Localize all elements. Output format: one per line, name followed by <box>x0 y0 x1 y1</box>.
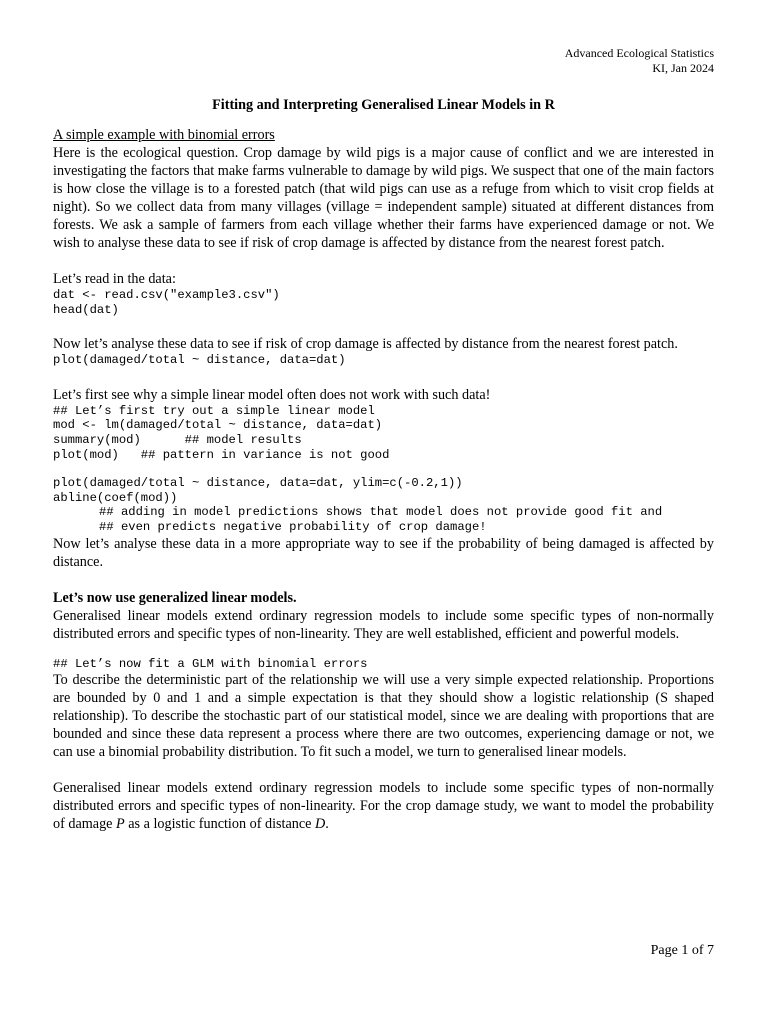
document-body <box>53 96 714 833</box>
section-heading-glm: Let’s now use generalized linear models. <box>53 589 297 606</box>
header-date: KI, Jan 2024 <box>652 61 714 75</box>
glm-text-part1: Generalised linear models extend ordinary regression models to include some specific types of non-normally distributed errors and specific types of non-linearity. For the crop damage study, we want to model the probability of damage <box>53 780 714 833</box>
variable-p: P <box>116 816 125 833</box>
paragraph-glm-intro: Generalised linear models extend ordinary regression models to include some specific types of non-normally distributed errors and specific types of non-linearity. They are well established, efficient and powerful models. <box>53 607 714 642</box>
analyse-intro: Now let’s analyse these data to see if risk of crop damage is affected by distance from the nearest forest patch. <box>53 336 678 353</box>
paragraph-glm-deterministic: To describe the deterministic part of the relationship we will use a very simple expected relationship. Proportions are bounded by 0 and 1 and a simple expectation is that they should show a logistic relationship (S shaped relationship). To describe the stochastic part of our statistical model, since we are dealing with proportions that are bounded and since these data represent a process where there are two outcomes, experiencing damage or not, we can use a binomial probability distribution. To fit such a model, we turn to generalised linear models. <box>53 672 714 761</box>
read-data-intro: Let’s read in the data: <box>53 271 176 287</box>
code-comment-negative: ## even predicts negative probability of crop damage! <box>99 519 487 534</box>
code-abline: abline(coef(mod)) <box>53 490 178 505</box>
page-header <box>565 46 714 76</box>
code-comment-fit: ## adding in model predictions shows that model does not provide good fit and <box>99 505 663 520</box>
code-plot-basic: plot(damaged/total ~ distance, data=dat) <box>53 353 346 368</box>
document-title: Fitting and Interpreting Generalised Linear Models in R <box>212 97 555 113</box>
code-head: head(dat) <box>53 302 119 317</box>
code-plot-ylim: plot(damaged/total ~ distance, data=dat, ylim=c(-0.2,1)) <box>53 476 463 491</box>
code-read-csv: dat <- read.csv("example3.csv") <box>53 288 280 302</box>
code-plot-mod: plot(mod) ## pattern in variance is not good <box>53 447 390 462</box>
code-linear-model: mod <- lm(damaged/total ~ distance, data=dat) <box>53 418 383 433</box>
code-summary: summary(mod) ## model results <box>53 432 302 447</box>
glm-text-part2: as a logistic function of distance <box>124 816 316 833</box>
page-number: Page 1 of 7 <box>650 943 714 958</box>
linear-intro: Let’s first see why a simple linear model often does not work with such data! <box>53 386 491 403</box>
paragraph-ecological-question: Here is the ecological question. Crop damage by wild pigs is a major cause of conflict and we are interested in investigating the factors that make farms vulnerable to damage by wild pigs. We suspect that one of the main factors is how close the village is to a forested patch (that wild pigs can use as a refuge from which to visit crop fields at night). So we collect data from many villages (village = independent sample) situated at different distances from forests. We ask a sample of farmers from each village whether their farms have experienced damage or not. We wish to analyse these data to see if risk of crop damage is affected by distance from the nearest forest patch. <box>53 145 714 251</box>
variable-d: D <box>315 816 326 833</box>
paragraph-glm-logistic <box>53 779 714 833</box>
linear-after: Now let’s analyse these data in a more appropriate way to see if the probability of being damaged is affected by distance. <box>53 535 714 570</box>
code-linear-comment: ## Let’s first try out a simple linear model <box>53 403 375 418</box>
section-heading-binomial: A simple example with binomial errors <box>53 127 275 143</box>
code-glm-comment: ## Let’s now fit a GLM with binomial errors <box>53 656 368 671</box>
header-course: Advanced Ecological Statistics <box>564 46 714 60</box>
glm-text-part3: . <box>325 816 329 833</box>
